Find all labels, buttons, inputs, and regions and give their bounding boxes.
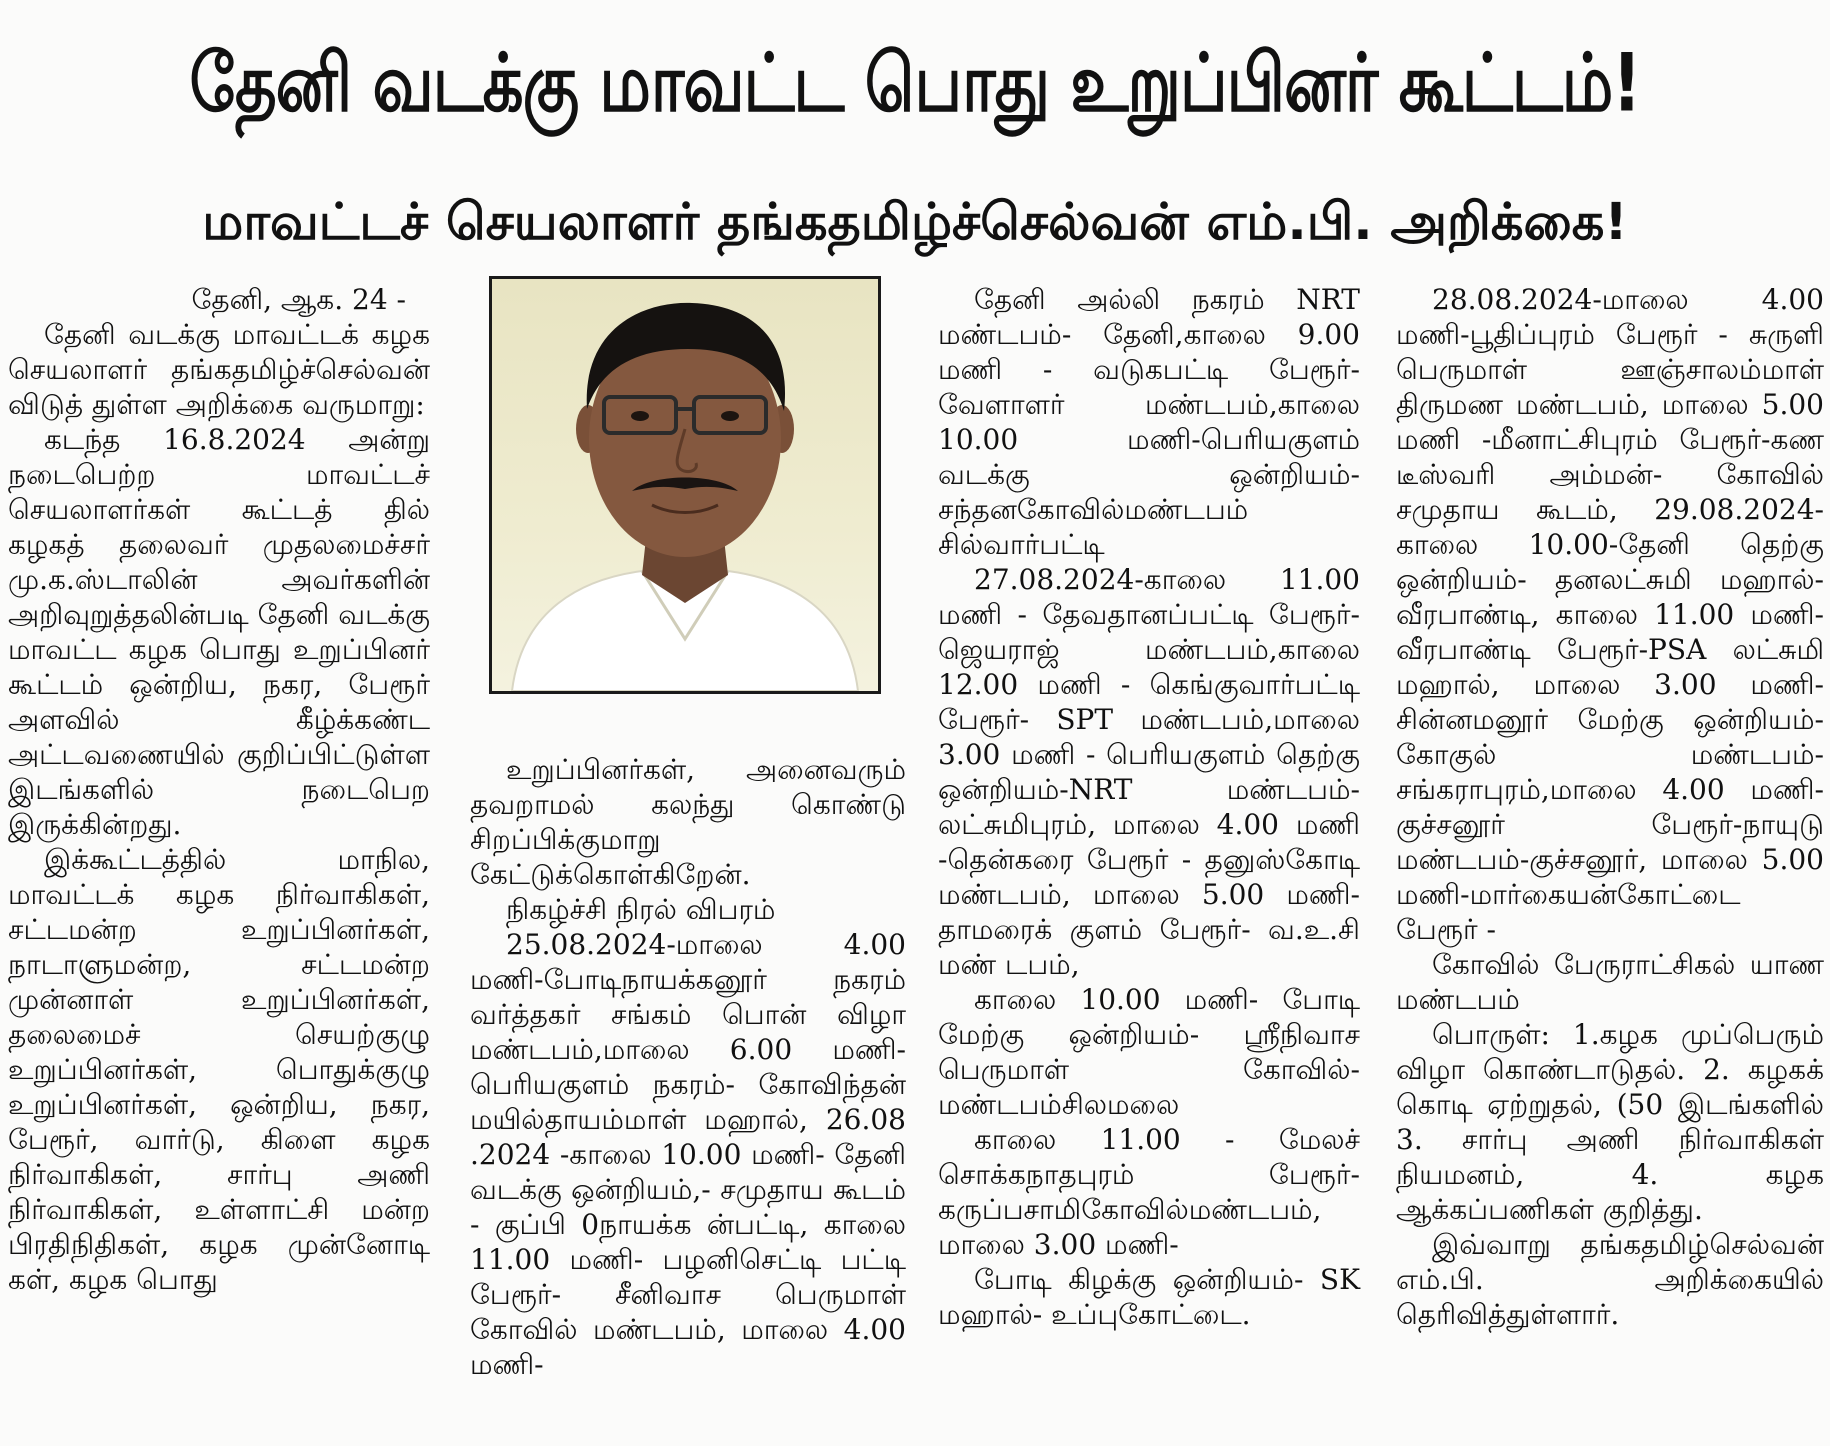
- dateline: தேனி, ஆக. 24 -: [191, 283, 406, 316]
- article-paragraph: போடி கிழக்கு ஒன்றியம்- SK மஹால்- உப்புகோட்டை.: [938, 1263, 1360, 1331]
- article-paragraph: 27.08.2024-காலை 11.00 மணி - தேவதானப்பட்டி பேரூர்-ஜெயராஜ் மண்டபம்,காலை 12.00 மணி - கெங்குவார்பட்டி பேரூர்- SPT மண்டபம்,மாலை 3.00 மணி - பெரியகுளம் தெற்கு ஒன்றியம்-NRT மண்டபம்- லட்சுமிபுரம், மாலை 4.00 மணி -தென்கரை பேரூர் - தனுஸ்கோடி மண்டபம், மாலை 5.00 மணி- தாமரைக் குளம் பேரூர்- வ.உ.சி மண் டபம்,: [938, 563, 1360, 981]
- article-paragraph: பொருள்: 1.கழக முப்பெரும் விழா கொண்டாடுதல். 2. கழகக் கொடி ஏற்றுதல், (50 இடங்களில் 3. சார்பு அணி நிர்வாகிகள் நியமனம், 4. கழக ஆக்கப்பணிகள் குறித்து.: [1396, 1018, 1824, 1226]
- article-column-4: [1396, 282, 1824, 1332]
- article-paragraph: இவ்வாறு தங்கதமிழ்செல்வன் எம்.பி. அறிக்கையில் தெரிவித்துள்ளார்.: [1396, 1228, 1824, 1331]
- article-paragraph: காலை 11.00 - மேலச் சொக்கநாதபுரம் பேரூர்- கருப்பசாமிகோவில்மண்டபம், மாலை 3.00 மணி-: [938, 1123, 1360, 1261]
- article-paragraph: உறுப்பினர்கள், அனைவரும் தவறாமல் கலந்து கொண்டு சிறப்பிக்குமாறு கேட்டுக்கொள்கிறேன்.: [470, 753, 906, 891]
- article-paragraph: தேனி அல்லி நகரம் NRT மண்டபம்- தேனி,காலை 9.00 மணி - வடுகபட்டி பேரூர்- வேளாளர் மண்டபம்,காலை 10.00 மணி-பெரியகுளம் வடக்கு ஒன்றியம்- சந்தனகோவில்மண்டபம் சில்வார்பட்டி: [938, 283, 1360, 561]
- article-column-3: [938, 282, 1360, 1332]
- article-paragraph: இக்கூட்டத்தில் மாநில, மாவட்டக் கழக நிர்வாகிகள், சட்டமன்ற உறுப்பினர்கள், நாடாளுமன்ற, சட்டமன்ற முன்னாள் உறுப்பினர்கள், தலைமைச் செயற்குழு உறுப்பினர்கள், பொதுக்குழு உறுப்பினர்கள், ஒன்றிய, நகர, பேரூர், வார்டு, கிளை கழக நிர்வாகிகள், சார்பு அணி நிர்வாகிகள், உள்ளாட்சி மன்ற பிரதிநிதிகள், கழக முன்னோடி கள், கழக பொது: [8, 843, 430, 1296]
- article-paragraph: காலை 10.00 மணி- போடி மேற்கு ஒன்றியம்- ஸ்ரீநிவாச பெருமாள் கோவில்-மண்டபம்சிலமலை: [938, 983, 1360, 1121]
- schedule-heading: நிகழ்ச்சி நிரல் விபரம்: [506, 893, 776, 926]
- article-column-1: [8, 282, 430, 1297]
- article-column-2: [470, 752, 906, 1382]
- headline: தேனி வடக்கு மாவட்ட பொது உறுப்பினர் கூட்டம்!: [189, 37, 1641, 131]
- subheadline: மாவட்டச் செயலாளர் தங்கதமிழ்ச்செல்வன் எம்.பி. அறிக்கை!: [202, 193, 1628, 252]
- article-paragraph: 25.08.2024-மாலை 4.00 மணி-போடிநாயக்கனூர் நகரம் வர்த்தகர் சங்கம் பொன் விழா மண்டபம்,மாலை 6.00 மணி- பெரியகுளம் நகரம்- கோவிந்தன் மயில்தாயம்மாள் மஹால், 26.08 .2024 -காலை 10.00 மணி- தேனி வடக்கு ஒன்றியம்,- சமுதாய கூடம் - குப்பி 0நாயக்க ன்பட்டி, காலை 11.00 மணி- பழனிசெட்டி பட்டி பேரூர்- சீனிவாச பெருமாள் கோவில் மண்டபம், மாலை 4.00 மணி-: [470, 928, 906, 1381]
- portrait-illustration: [492, 279, 878, 691]
- article-paragraph: கோவில் பேருராட்சிகல் யாண மண்டபம்: [1396, 948, 1824, 1016]
- article-paragraph: தேனி வடக்கு மாவட்டக் கழக செயலாளர் தங்கதமிழ்ச்செல்வன் விடுத் துள்ள அறிக்கை வருமாறு:: [8, 318, 430, 421]
- portrait-photo: [489, 276, 881, 694]
- article-paragraph: 28.08.2024-மாலை 4.00 மணி-பூதிப்புரம் பேரூர் - சுருளி பெருமாள் ஊஞ்சாலம்மாள் திருமண மண்டபம், மாலை 5.00 மணி -மீனாட்சிபுரம் பேரூர்-கண டீஸ்வரி அம்மன்- கோவில் சமுதாய கூடம், 29.08.2024- காலை 10.00-தேனி தெற்கு ஒன்றியம்- தனலட்சுமி மஹால்-வீரபாண்டி, காலை 11.00 மணி- வீரபாண்டி பேரூர்-PSA லட்சுமி மஹால், மாலை 3.00 மணி- சின்னமனூர் மேற்கு ஒன்றியம்- கோகுல் மண்டபம்-சங்கராபுரம்,மாலை 4.00 மணி-குச்சனூர் பேரூர்-நாயுடு மண்டபம்-குச்சனூர், மாலை 5.00 மணி-மார்கையன்கோட்டை பேரூர் -: [1396, 283, 1824, 946]
- article-paragraph: கடந்த 16.8.2024 அன்று நடைபெற்ற மாவட்டச் செயலாளர்கள் கூட்டத் தில் கழகத் தலைவர் முதலமைச்சர் மு.க.ஸ்டாலின் அவர்களின் அறிவுறுத்தலின்படி தேனி வடக்கு மாவட்ட கழக பொது உறுப்பினர் கூட்டம் ஒன்றிய, நகர, பேரூர் அளவில் கீழ்க்கண்ட அட்டவணையில் குறிப்பிட்டுள்ள இடங்களில் நடைபெற இருக்கின்றது.: [8, 423, 430, 841]
